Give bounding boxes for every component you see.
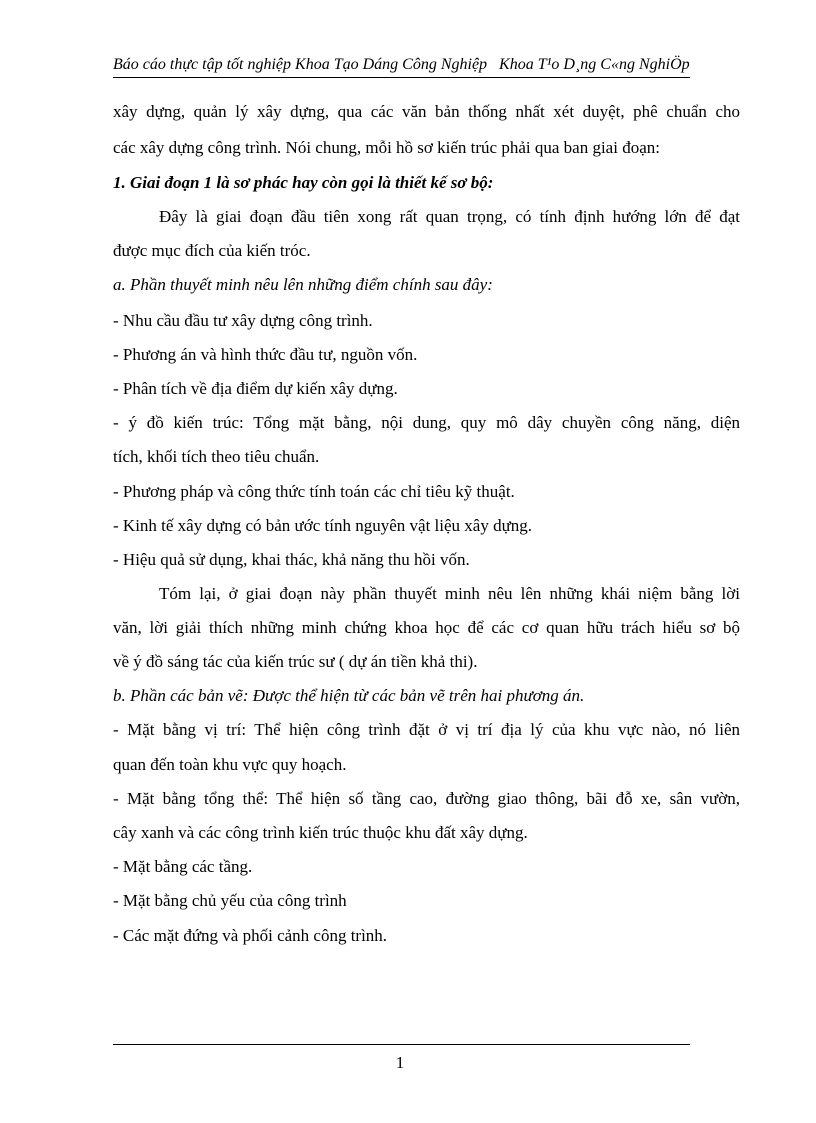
list-item: - Phân tích về địa điểm dự kiến xây dựng.: [113, 379, 398, 398]
list-item: - Mặt bằng vị trí: Thể hiện công trình đặt ở vị trí địa lý của khu vực nào, nó liên: [113, 720, 740, 739]
list-item: - Phương án và hình thức đầu tư, nguồn vốn.: [113, 345, 418, 364]
list-item: - Kinh tế xây dựng có bản ước tính nguyên vật liệu xây dựng.: [113, 516, 533, 535]
list-item: - Mặt bằng tổng thể: Thể hiện số tầng cao, đường giao thông, bãi đỗ xe, sân vườn,: [113, 789, 740, 808]
list-item: - ý đồ kiến trúc: Tổng mặt bằng, nội dung, quy mô dây chuyền công năng, diện: [113, 413, 740, 432]
body-line: quan đến toàn khu vực quy hoạch.: [113, 755, 347, 774]
list-item: - Mặt bằng các tầng.: [113, 857, 253, 876]
body-line: các xây dựng công trình. Nói chung, mỗi hồ sơ kiến trúc phải qua ban giai đoạn:: [113, 138, 660, 157]
list-item: - Mặt bằng chủ yếu của công trình: [113, 891, 347, 910]
body-line: được mục đích của kiến tróc.: [113, 241, 311, 260]
body-line: tích, khối tích theo tiêu chuẩn.: [113, 447, 320, 466]
list-item: - Nhu cầu đầu tư xây dựng công trình.: [113, 311, 373, 330]
section-heading: 1. Giai đoạn 1 là sơ phác hay còn gọi là thiết kế sơ bộ:: [113, 173, 494, 192]
body-line: xây dựng, quản lý xây dựng, qua các văn bản thống nhất xét duyệt, phê chuẩn cho: [113, 102, 740, 121]
subsection-heading: a. Phần thuyết minh nêu lên những điểm chính sau đây:: [113, 275, 493, 294]
page-number: 1: [395, 1053, 405, 1072]
header-rule: [113, 77, 690, 78]
body-line: về ý đồ sáng tác của kiến trúc sư ( dự án tiền khả thi).: [113, 652, 478, 671]
list-item: - Phương pháp và công thức tính toán các chỉ tiêu kỹ thuật.: [113, 482, 515, 501]
list-item: - Các mặt đứng và phối cảnh công trình.: [113, 926, 388, 945]
page-header: Báo cáo thực tập tốt nghiệp Khoa Tạo Dáng Công Nghiệp Khoa T¹o D¸ng C«ng NghiÖp: [113, 56, 690, 73]
footer-rule: [113, 1044, 690, 1045]
subsection-heading: b. Phần các bản vẽ: Được thể hiện từ các bản vẽ trên hai phương án.: [113, 686, 585, 705]
body-line: Đây là giai đoạn đầu tiên xong rất quan trọng, có tính định hướng lớn để đạt: [159, 207, 740, 226]
body-line: văn, lời giải thích những minh chứng khoa học để các cơ quan hữu trách hiểu sơ bộ: [113, 618, 740, 637]
list-item: - Hiệu quả sử dụng, khai thác, khả năng thu hồi vốn.: [113, 550, 470, 569]
body-line: Tóm lại, ở giai đoạn này phần thuyết minh nêu lên những khái niệm bằng lời: [159, 584, 740, 603]
body-line: cây xanh và các công trình kiến trúc thuộc khu đất xây dựng.: [113, 823, 528, 842]
